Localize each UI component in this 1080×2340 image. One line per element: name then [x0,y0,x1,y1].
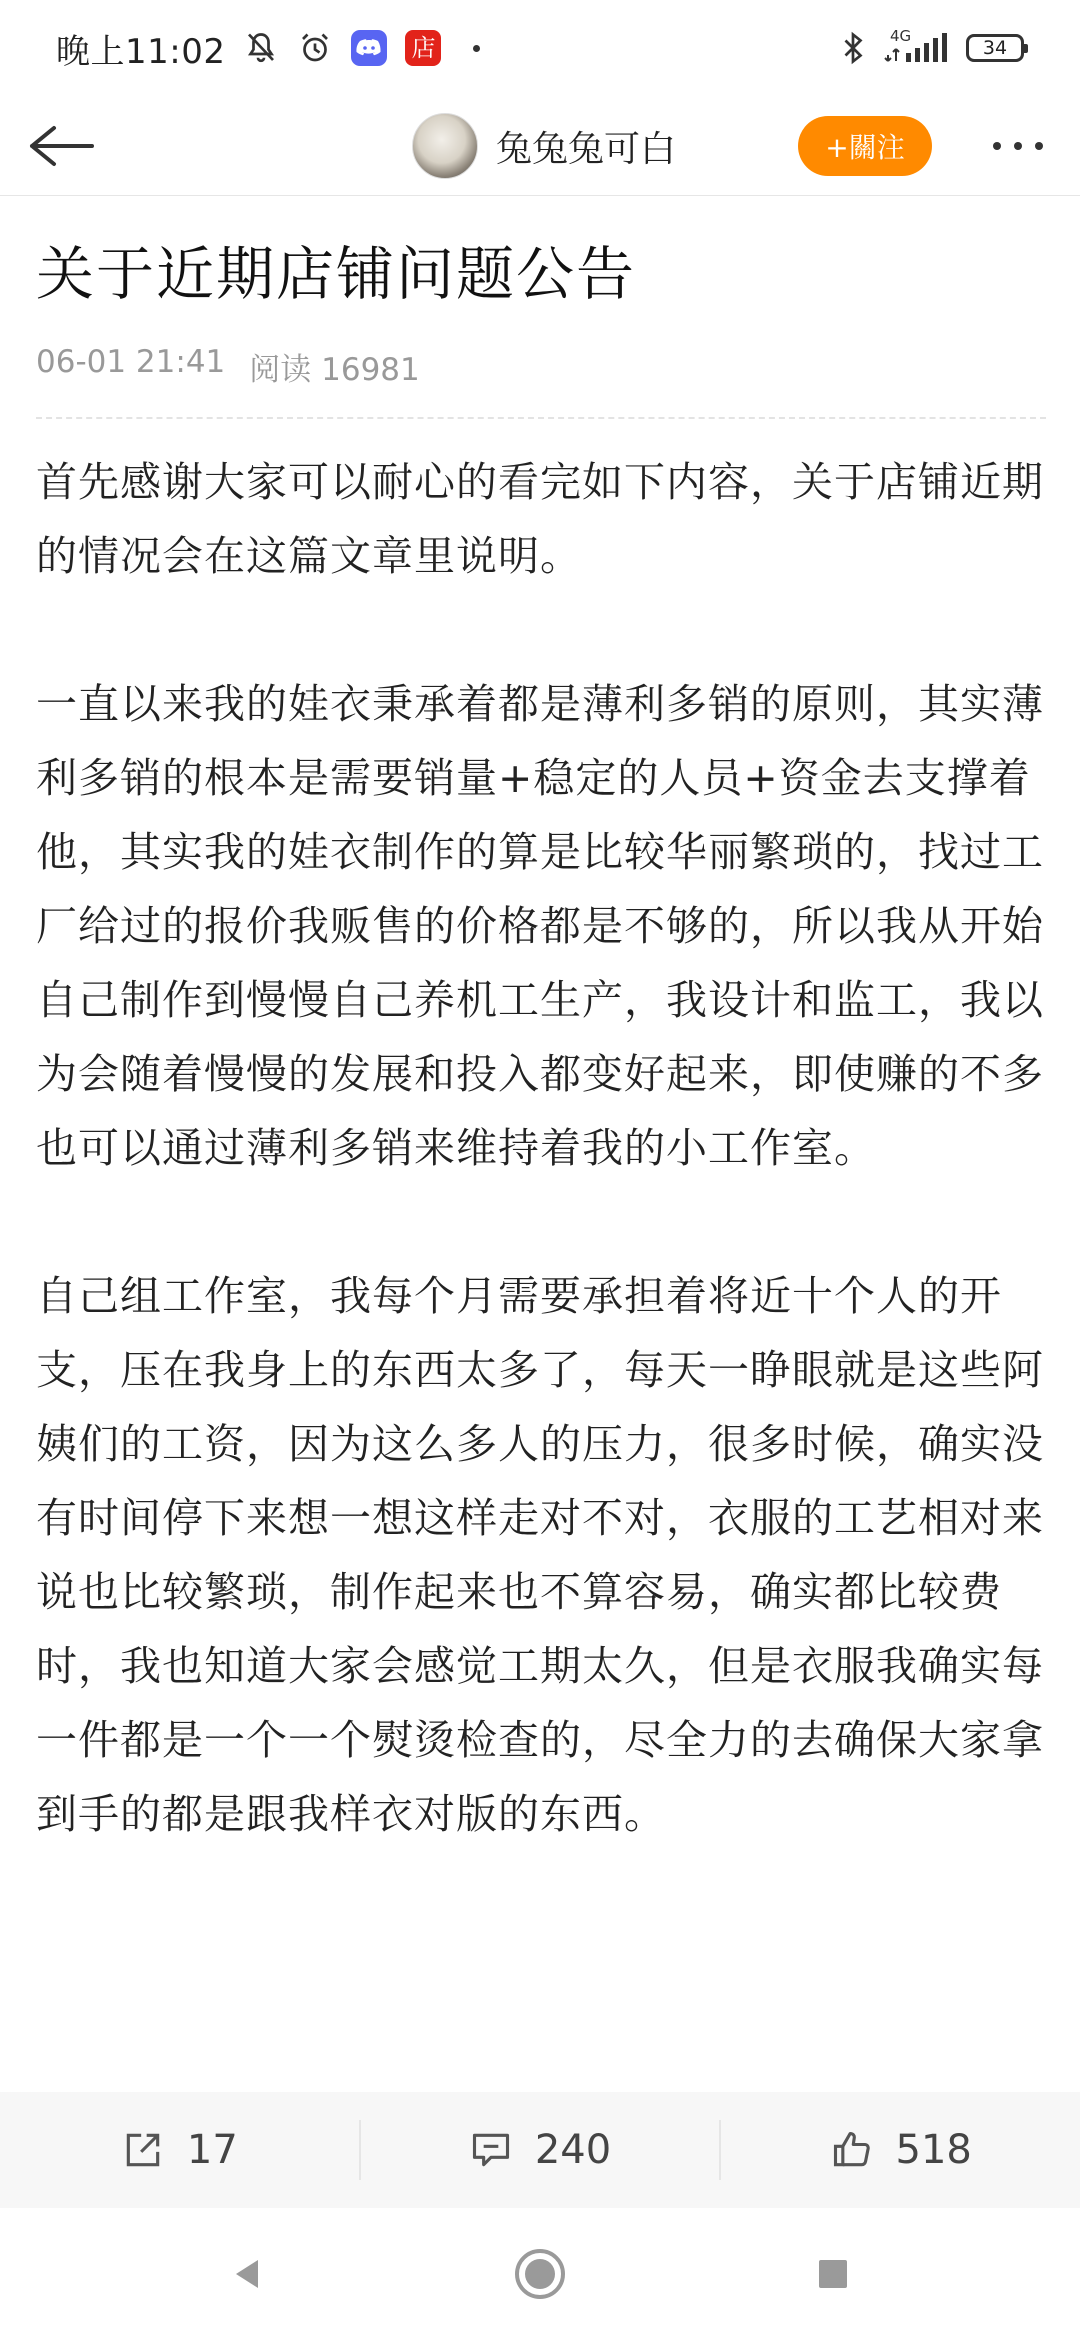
back-button[interactable] [20,118,100,174]
article-paragraph: 一直以来我的娃衣秉承着都是薄利多销的原则，其实薄利多销的根本是需要销量+稳定的人员+资金去支撑着他，其实我的娃衣制作的算是比较华丽繁琐的，找过工厂给过的报价我贩售的价格都是不够的，所以我从开始自己制作到慢慢自己养机工生产，我设计和监工，我以为会随着慢慢的发展和投入都变好起来，即使赚的不多也可以通过薄利多销来维持着我的小工作室。 [36,680,1044,1172]
title-divider [36,417,1046,419]
system-home-button[interactable] [495,2229,585,2319]
article [36,196,1044,1925]
alarm-clock-icon [297,30,333,66]
status-right [840,27,1024,66]
like-count: 518 [895,2127,972,2173]
square-recents-icon [813,2254,853,2294]
author-name[interactable]: 兔兔兔可白 [496,128,677,170]
share-button[interactable] [0,2120,359,2180]
back-arrow-icon [24,122,96,170]
mute-bell-icon [243,30,279,66]
article-title: 关于近期店铺问题公告 [36,240,637,308]
triangle-back-icon [228,2254,268,2294]
shop-app-icon: 店 [405,30,441,66]
avatar[interactable] [412,113,478,179]
battery-icon: 34 [966,34,1024,62]
status-left [56,24,480,73]
share-icon [121,2128,165,2172]
comment-count: 240 [534,2127,612,2173]
action-bar [0,2092,1080,2209]
discord-icon [351,30,387,66]
more-dot-icon [1014,142,1022,150]
system-back-button[interactable] [203,2229,293,2319]
article-meta [36,344,1044,389]
share-count: 17 [186,2127,238,2173]
thumbs-up-icon [830,2128,874,2172]
like-button[interactable] [719,2120,1080,2180]
circle-home-icon [513,2247,567,2301]
status-time: 晚上11:02 [56,31,226,72]
more-options-button[interactable] [978,122,1058,170]
article-paragraph: 首先感谢大家可以耐心的看完如下内容，关于店铺近期的情况会在这篇文章里说明。 [36,458,1044,580]
more-dot-icon [1035,142,1043,150]
comment-icon [469,2128,513,2172]
read-count: 阅读 16981 [249,352,420,388]
bluetooth-icon [840,30,866,66]
author-info[interactable] [412,104,676,188]
article-paragraph: 自己组工作室，我每个月需要承担着将近十个人的开支，压在我身上的东西太多了，每天一睁眼就是这些阿姨们的工资，因为这么多人的压力，很多时候，确实没有时间停下来想一想这样走对不对，衣服的工艺相对来说也比较繁琐，制作起来也不算容易，确实都比较费时，我也知道大家会感觉工期太久，但是衣服我确实每一件都是一个一个熨烫检查的，尽全力的去确保大家拿到手的都是跟我样衣对版的东西。 [36,1272,1044,1838]
status-bar [0,0,1080,96]
comment-button[interactable] [359,2120,720,2180]
more-notifications-dot [473,45,480,52]
follow-button[interactable]: +關注 [798,116,932,176]
more-dot-icon [993,142,1001,150]
nav-header [0,96,1080,196]
publish-date: 06-01 21:41 [36,344,226,380]
system-nav-bar [0,2208,1080,2340]
signal-icon [884,27,948,63]
system-recents-button[interactable] [788,2229,878,2319]
article-body [36,445,1044,1851]
network-type-label: 4G [890,27,912,45]
